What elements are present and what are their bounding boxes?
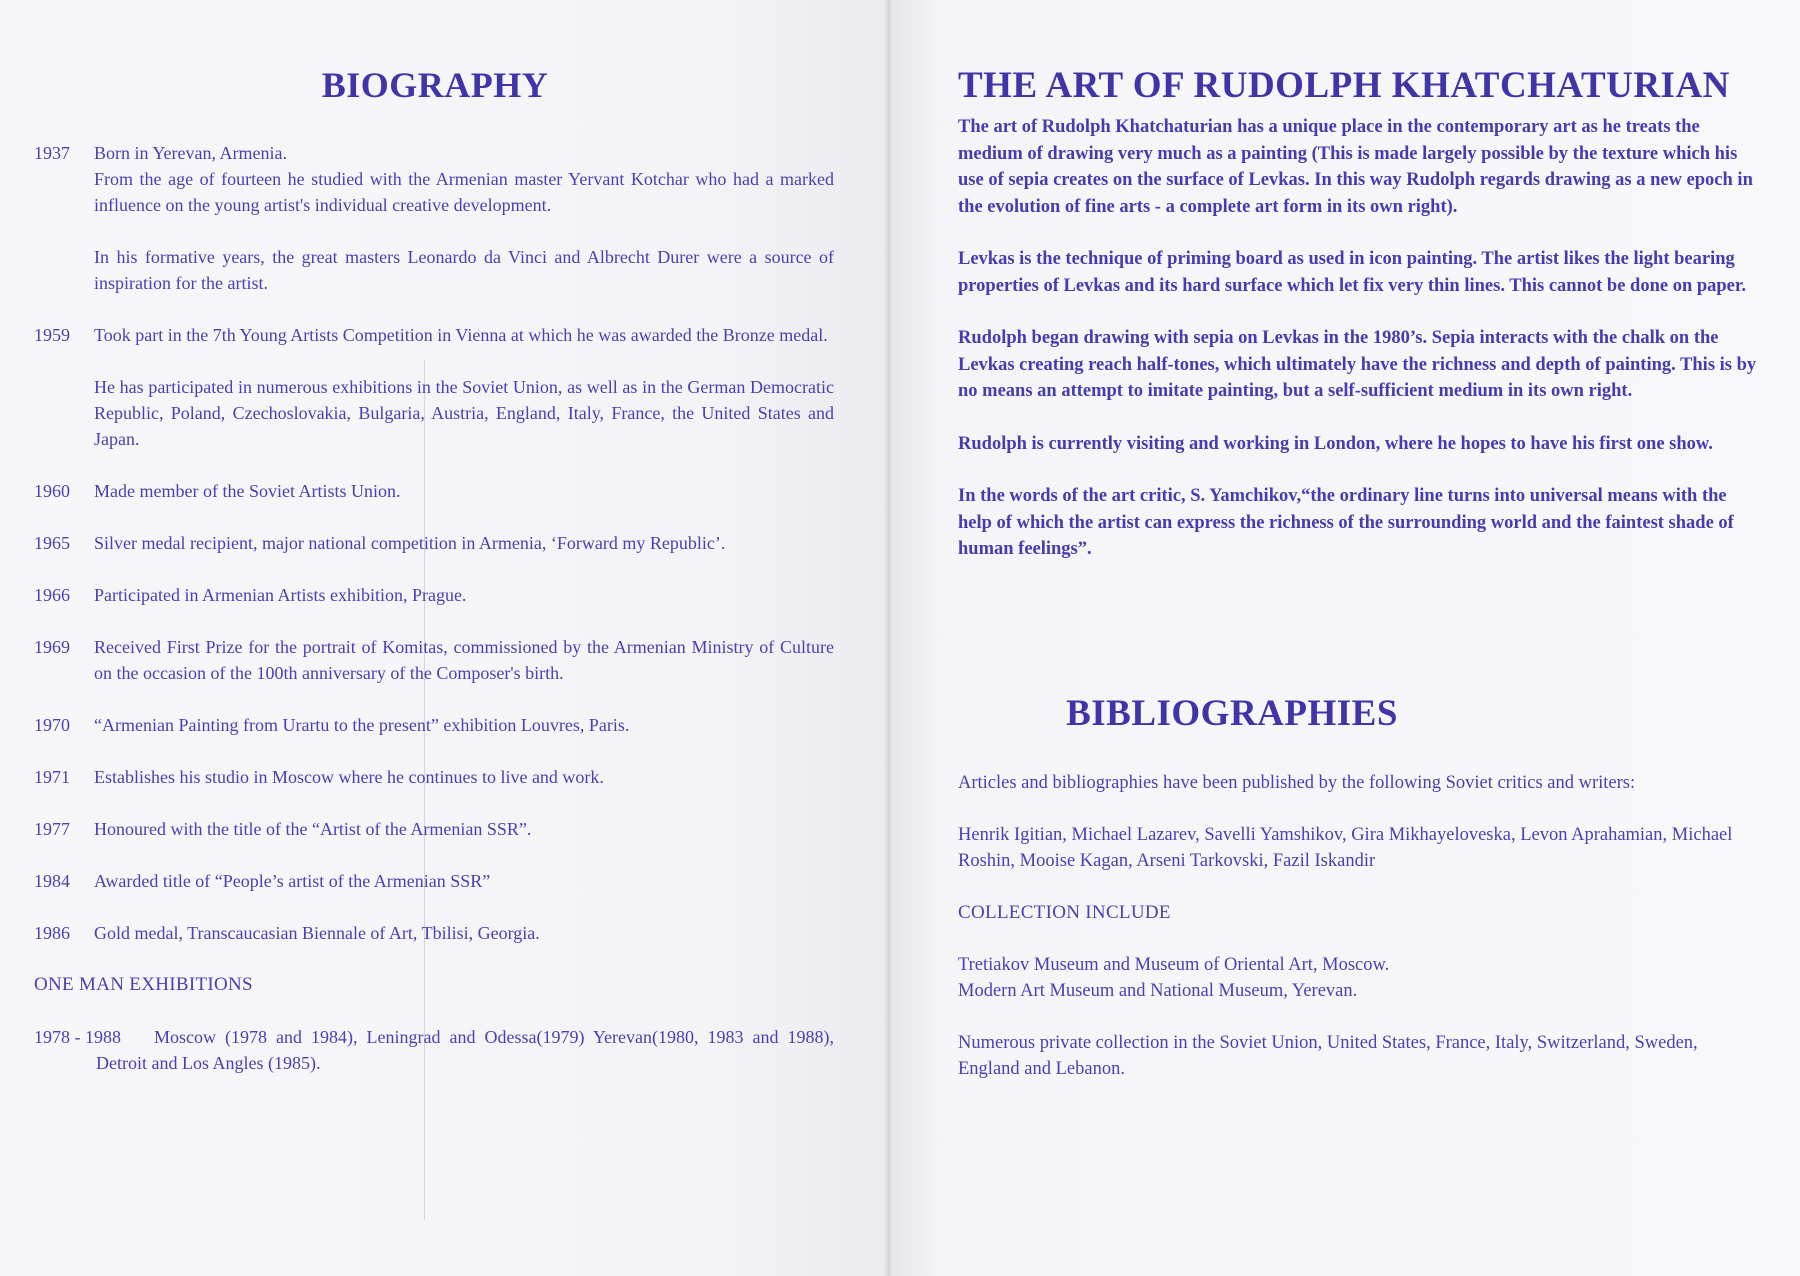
entry-text: Received First Prize for the portrait of Komitas, commissioned by the Armenian Ministry of Culture on the occasion of the 100th anniversary of the Composer's birth. xyxy=(94,637,834,683)
biography-timeline xyxy=(34,140,834,1102)
art-paragraph: Rudolph began drawing with sepia on Levkas in the 1980’s. Sepia interacts with the chalk on the Levkas creating reach half-tones, which ultimately have the richness and depth of painting. This is by no means an attempt to imitate painting, but a self-sufficient medium in its own right. xyxy=(958,328,1757,401)
center-fold xyxy=(884,0,892,1276)
entry-paragraph: He has participated in numerous exhibitions in the Soviet Union, as well as in the German Democratic Republic, Poland, Czechoslovakia, Bulgaria, Austria, England, Italy, France, the United States and Japan. xyxy=(94,377,834,449)
entry-year: 1965 xyxy=(34,533,70,553)
entry-text: Made member of the Soviet Artists Union. xyxy=(94,481,401,501)
entry-year: 1986 xyxy=(34,923,70,943)
critics-names: Henrik Igitian, Michael Lazarev, Savelli Yamshikov, Gira Mikhayeloveska, Levon Aprahamian, Michael Roshin, Mooise Kagan, Arseni Tarkovski, Fazil Iskandir xyxy=(958,825,1733,871)
art-paragraph: The art of Rudolph Khatchaturian has a unique place in the contemporary art as he treats the medium of drawing very much as a painting (This is made largely possible by the texture which his use of sepia creates on the surface of Levkas. In this way Rudolph regards drawing as a new epoch in the evolution of fine arts - a complete art form in its own right). xyxy=(958,117,1753,217)
entry-text: Silver medal recipient, major national competition in Armenia, ‘Forward my Republic’. xyxy=(94,533,726,553)
timeline-entry xyxy=(34,764,834,790)
timeline-entry xyxy=(34,634,834,686)
entry-text: Honoured with the title of the “Artist of the Armenian SSR”. xyxy=(94,819,532,839)
entry-year: 1969 xyxy=(34,637,70,657)
entry-year: 1971 xyxy=(34,767,70,787)
timeline-entry xyxy=(34,322,834,452)
entry-year: 1937 xyxy=(34,143,70,163)
entry-paragraph: In his formative years, the great masters Leonardo da Vinci and Albrecht Durer were a source of inspiration for the artist. xyxy=(94,247,834,293)
private-collections: Numerous private collection in the Soviet Union, United States, France, Italy, Switzerland, Sweden, England and Lebanon. xyxy=(958,1033,1698,1079)
timeline-entry xyxy=(34,868,834,894)
biography-title: BIOGRAPHY xyxy=(321,65,549,105)
entry-paragraph: From the age of fourteen he studied with the Armenian master Yervant Kotchar who had a marked influence on the young artist's individual creative development. xyxy=(94,169,834,215)
entry-year: 1984 xyxy=(34,871,70,891)
collection-heading: COLLECTION INCLUDE xyxy=(958,902,1171,923)
timeline-entry xyxy=(34,712,834,738)
entry-text: Moscow (1978 and 1984), Leningrad and Odessa(1979) Yerevan(1980, 1983 and 1988), Detroit and Los Angles (1985). xyxy=(96,1027,834,1073)
entry-text: “Armenian Painting from Urartu to the present” exhibition Louvres, Paris. xyxy=(94,715,630,735)
timeline-entry xyxy=(34,1024,834,1076)
entry-text: Participated in Armenian Artists exhibition, Prague. xyxy=(94,585,467,605)
entry-paragraph: Born in Yerevan, Armenia. xyxy=(94,143,287,163)
entry-year: 1966 xyxy=(34,585,70,605)
entry-year: 1960 xyxy=(34,481,70,501)
entry-text: Establishes his studio in Moscow where he continues to live and work. xyxy=(94,767,604,787)
entry-year: 1977 xyxy=(34,819,70,839)
timeline-entry xyxy=(34,140,834,296)
art-paragraph: Rudolph is currently visiting and working in London, where he hopes to have his first one show. xyxy=(958,433,1713,454)
collection-moscow: Tretiakov Museum and Museum of Oriental Art, Moscow. xyxy=(958,955,1390,975)
timeline-entry xyxy=(34,920,834,946)
entry-year: 1978 - 1988 xyxy=(34,1027,121,1047)
art-section-title: THE ART OF RUDOLPH KHATCHATURIAN xyxy=(958,65,1730,106)
entry-text xyxy=(94,322,834,452)
entry-year: 1970 xyxy=(34,715,70,735)
timeline-entry xyxy=(34,816,834,842)
art-section-body xyxy=(958,114,1758,589)
collection-yerevan: Modern Art Museum and National Museum, Yerevan. xyxy=(958,981,1358,1001)
timeline-entry xyxy=(34,582,834,608)
art-paragraph: In the words of the art critic, S. Yamchikov,“the ordinary line turns into universal means with the help of which the artist can express the richness of the surrounding world and the faintest shade of human feelings”. xyxy=(958,486,1734,559)
collection-list xyxy=(958,952,1758,1004)
entry-text: Gold medal, Transcaucasian Biennale of Art, Tbilisi, Georgia. xyxy=(94,923,540,943)
entry-year: 1959 xyxy=(34,325,70,345)
timeline-entry xyxy=(34,478,834,504)
art-paragraph: Levkas is the technique of priming board as used in icon painting. The artist likes the light bearing properties of Levkas and its hard surface which let fix very thin lines. This cannot be done on paper. xyxy=(958,249,1747,296)
bibliographies-body xyxy=(958,770,1758,1108)
bibliographies-intro: Articles and bibliographies have been published by the following Soviet critics and writers: xyxy=(958,773,1636,793)
bibliographies-title: BIBLIOGRAPHIES xyxy=(1066,693,1398,734)
one-man-exhibitions-heading: ONE MAN EXHIBITIONS xyxy=(34,974,253,995)
entry-text: Awarded title of “People’s artist of the Armenian SSR” xyxy=(94,871,491,891)
entry-paragraph: Took part in the 7th Young Artists Competition in Vienna at which he was awarded the Bronze medal. xyxy=(94,325,828,345)
timeline-entry xyxy=(34,530,834,556)
entry-text xyxy=(94,140,834,296)
